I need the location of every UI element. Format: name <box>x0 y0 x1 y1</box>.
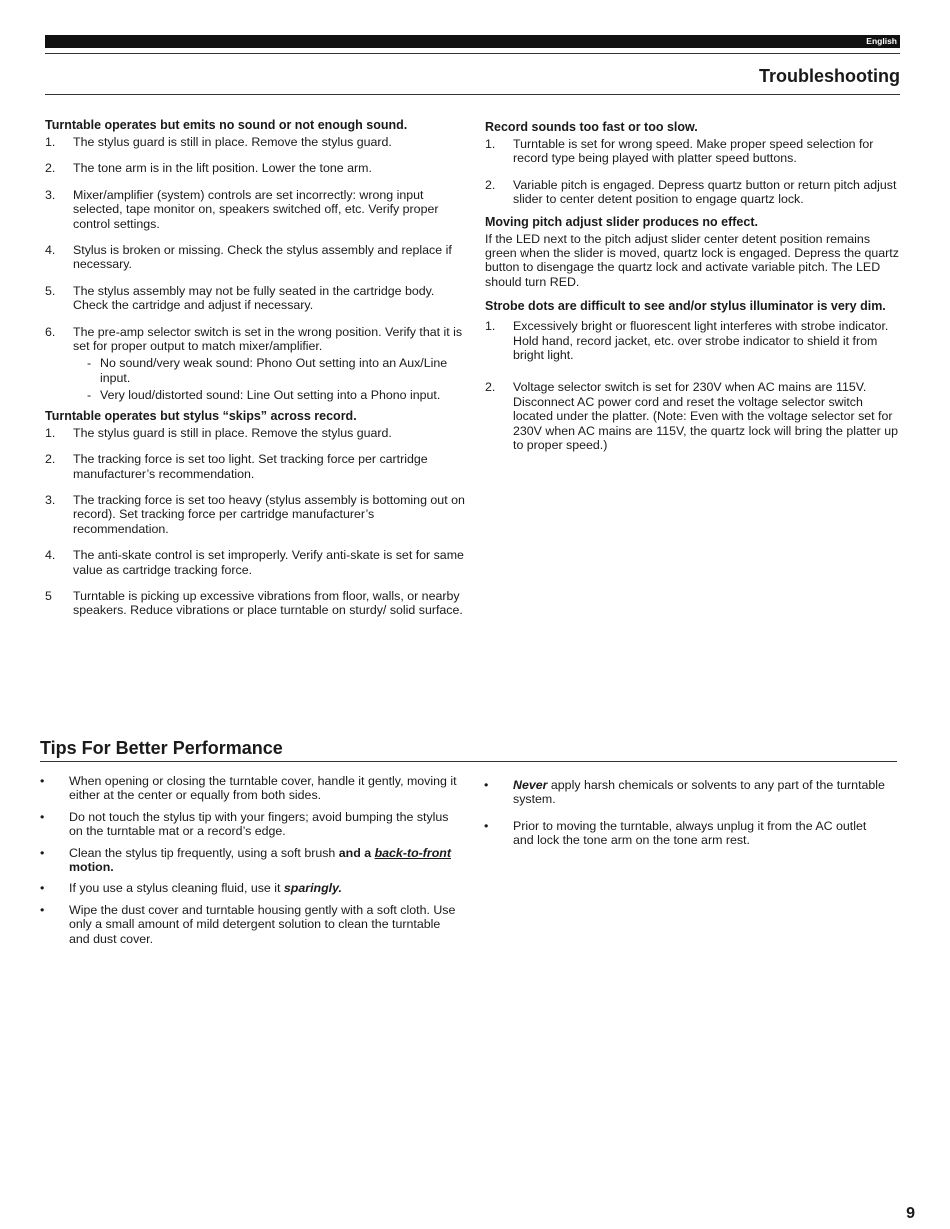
sub-item-text: Very loud/distorted sound: Line Out setting into a Phono input. <box>100 388 441 403</box>
item-number: 1. <box>485 137 496 151</box>
sub-item-text: No sound/very weak sound: Phono Out setting into an Aux/Line input. <box>100 356 448 385</box>
item-text: Turntable is set for wrong speed. Make proper speed selection for record type being played with platter speed buttons. <box>513 137 874 166</box>
list-item <box>45 135 465 149</box>
section-heading-speed: Record sounds too fast or too slow. <box>485 120 698 134</box>
dash-marker: - <box>87 356 92 371</box>
tips-title: Tips For Better Performance <box>40 738 283 758</box>
item-text: Mixer/amplifier (system) controls are set incorrectly: wrong input selected, tape monitor on, speakers switched off, etc. Verify proper control settings. <box>73 187 439 231</box>
tip-item <box>40 903 460 946</box>
item-text: The tracking force is set too light. Set tracking force per cartridge manufacturer’s recommendation. <box>73 452 428 481</box>
tip-bold-text: and a <box>338 845 375 860</box>
title-rule <box>45 94 900 95</box>
tip-item <box>40 846 460 875</box>
tip-bold-text: motion. <box>69 860 114 875</box>
list-item <box>45 325 465 403</box>
section-heading-pitch: Moving pitch adjust slider produces no effect. <box>485 214 758 229</box>
list-item <box>485 380 903 452</box>
item-number: 2. <box>485 177 496 192</box>
list-item <box>45 284 465 313</box>
item-text: The stylus assembly may not be fully seated in the cartridge body. Check the cartridge and adjust if necessary. <box>73 283 435 313</box>
item-number: 6. <box>45 324 56 339</box>
tip-text: Wipe the dust cover and turntable housing gently with a soft cloth. Use only a small amount of mild detergent solution to clean the turntable and dust cover. <box>69 902 456 946</box>
item-text: Voltage selector switch is set for 230V when AC mains are 115V. Disconnect AC power cord and reset the voltage selector switch located under the platter. (Note: Even with the voltage selector set for 230V when AC mains are 115V, the quartz lock will bring the platter up to proper speed.) <box>513 380 899 453</box>
tip-item <box>40 881 460 895</box>
language-label: English <box>866 36 897 46</box>
tip-text: Prior to moving the turntable, always unplug it from the AC outlet and lock the tone arm on the tone arm rest. <box>513 818 867 848</box>
list-item <box>45 188 465 231</box>
item-number: 3. <box>45 492 56 507</box>
tip-emphasis-text: back-to-front <box>374 845 451 860</box>
item-text: Stylus is broken or missing. Check the stylus assembly and replace if necessary. <box>73 243 452 272</box>
list-item <box>45 589 465 618</box>
item-number: 1. <box>485 319 496 334</box>
item-text: The pre-amp selector switch is set in the wrong position. Verify that it is set for proper output to match mixer/amplifier. <box>73 324 463 354</box>
item-number: 1. <box>45 425 56 440</box>
list-item <box>45 426 465 440</box>
item-text: Excessively bright or fluorescent light interferes with strobe indicator. Hold hand, record jacket, etc. over strobe indicator to shield it from bright light. <box>513 319 889 363</box>
sub-list-item <box>73 388 465 402</box>
tip-item <box>40 774 460 803</box>
section-heading-skips: Turntable operates but stylus “skips” across record. <box>45 408 357 423</box>
tips-rule <box>40 761 897 762</box>
item-number: 3. <box>45 187 56 202</box>
list-item <box>45 452 465 481</box>
bullet-marker: • <box>40 774 45 788</box>
tips-left-column <box>40 774 460 953</box>
bullet-marker: • <box>40 845 45 860</box>
item-text: The tone arm is in the lift position. Lower the tone arm. <box>73 161 372 176</box>
item-text: Variable pitch is engaged. Depress quartz button or return pitch adjust slider to center detent position to engage quartz lock. <box>513 177 897 207</box>
item-number: 5. <box>45 283 56 298</box>
item-number: 4. <box>45 243 56 258</box>
list-item <box>485 178 903 207</box>
page-title: Troubleshooting <box>759 66 900 86</box>
item-number: 5 <box>45 588 52 603</box>
troubleshooting-right-column <box>485 120 903 465</box>
troubleshooting-left-column <box>45 118 465 630</box>
sub-list-item <box>73 356 465 385</box>
bullet-marker: • <box>484 818 489 833</box>
item-text: The tracking force is set too heavy (stylus assembly is bottoming out on record). Set tracking force per cartridge manufacturer’s recommendation. <box>73 492 465 536</box>
list-item <box>45 548 465 577</box>
tip-item <box>484 778 889 807</box>
list-item <box>45 243 465 272</box>
section-heading-strobe: Strobe dots are difficult to see and/or stylus illuminator is very dim. <box>485 299 886 314</box>
dash-marker: - <box>87 388 92 403</box>
list-item <box>45 161 465 175</box>
item-number: 2. <box>485 380 496 395</box>
tip-text: Clean the stylus tip frequently, using a soft brush <box>69 845 339 860</box>
bullet-marker: • <box>40 881 45 896</box>
pitch-paragraph: If the LED next to the pitch adjust slider center detent position remains green when the slider is moved, quartz lock is engaged. Depress the quartz button to disengage the quartz lock and activate variable pitch. The LED should turn RED. <box>485 231 899 289</box>
tip-emphasis-text: sparingly. <box>283 881 342 896</box>
item-number: 2. <box>45 452 56 467</box>
bullet-marker: • <box>40 902 45 917</box>
item-text: The stylus guard is still in place. Remove the stylus guard. <box>73 135 392 149</box>
header-bar <box>45 35 900 48</box>
tip-text: apply harsh chemicals or solvents to any part of the turntable system. <box>513 778 885 807</box>
tips-right-column <box>484 778 889 855</box>
header-rule <box>45 53 900 54</box>
page-number: 9 <box>906 1205 915 1222</box>
bullet-marker: • <box>40 809 45 824</box>
tip-item <box>484 819 889 848</box>
tip-text: Do not touch the stylus tip with your fingers; avoid bumping the stylus on the turntable mat or a record’s edge. <box>69 809 449 839</box>
list-item <box>485 137 903 166</box>
list-item <box>45 493 465 536</box>
tip-emphasis-text: Never <box>513 778 548 792</box>
section-heading-no-sound: Turntable operates but emits no sound or not enough sound. <box>45 118 408 132</box>
item-number: 2. <box>45 161 56 176</box>
item-text: Turntable is picking up excessive vibrations from floor, walls, or nearby speakers. Reduce vibrations or place turntable on sturdy/ solid surface. <box>73 588 463 618</box>
tip-text: When opening or closing the turntable cover, handle it gently, moving it either at the center or equally from both sides. <box>69 774 457 803</box>
tip-text: If you use a stylus cleaning fluid, use it <box>69 881 284 896</box>
bullet-marker: • <box>484 778 489 792</box>
list-item <box>485 319 903 362</box>
item-number: 4. <box>45 548 56 563</box>
tip-item <box>40 810 460 839</box>
item-text: The stylus guard is still in place. Remove the stylus guard. <box>73 425 392 440</box>
item-text: The anti-skate control is set improperly. Verify anti-skate is set for same value as cartridge tracking force. <box>73 548 464 577</box>
item-number: 1. <box>45 135 56 149</box>
